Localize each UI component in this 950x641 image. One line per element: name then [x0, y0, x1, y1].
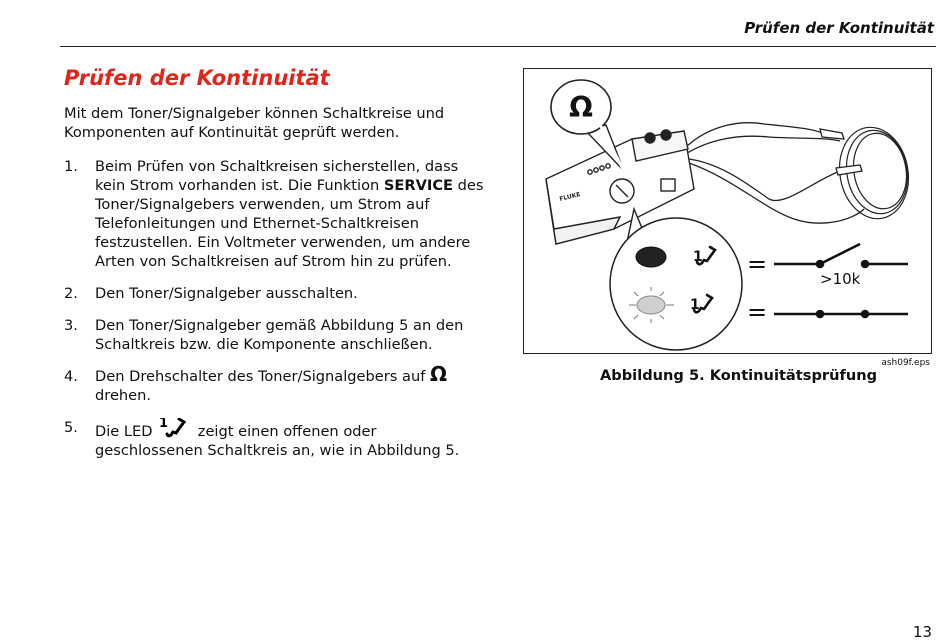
step-text: Den Toner/Signalgeber ausschalten.	[95, 285, 358, 302]
figure-filename: ash09f.eps	[881, 358, 930, 368]
step-text: zeigt einen offenen oder geschlossenen Schaltkreis an, wie in Abbildung 5.	[95, 423, 460, 459]
ohm-icon: Ω	[429, 362, 447, 386]
step-text: Den Drehschalter des Toner/Signalgebers auf	[95, 368, 430, 385]
step-number: 2.	[64, 285, 78, 302]
open-switch-symbol	[774, 244, 908, 267]
steps-list	[64, 157, 484, 473]
step-text: des Toner/Signalgebers verwenden, um Strom auf Telefonleitungen und Ethernet-Schaltkreisen festzustellen. Ein Voltmeter verwenden, um andere Arten von Schaltkreisen auf Strom hin zu prüfen.	[95, 177, 484, 270]
open-resistance-label: >10k	[820, 270, 861, 288]
step-text: Beim Prüfen von Schaltkreisen sicherstellen, dass kein Strom vorhanden ist. Die Funktion	[95, 158, 459, 194]
equals-sign: =	[747, 250, 768, 278]
section-title: Prüfen der Kontinuität	[64, 66, 330, 90]
led-callout	[610, 209, 742, 350]
step-5	[64, 418, 484, 460]
continuity-figure	[523, 68, 932, 354]
step-number: 3.	[64, 317, 78, 334]
ohm-icon: Ω	[569, 91, 593, 124]
figure-illustration	[524, 69, 930, 352]
step-text: Die LED	[95, 423, 158, 440]
closed-switch-symbol	[774, 311, 908, 317]
led-line-icon	[157, 418, 193, 438]
led-label: 1	[159, 418, 169, 431]
step-2	[64, 284, 484, 303]
step-4	[64, 362, 484, 405]
service-keyword: SERVICE	[383, 177, 454, 194]
step-number: 4.	[64, 368, 78, 385]
led-label: 1	[693, 249, 703, 265]
step-1	[64, 157, 484, 271]
step-number: 1.	[64, 158, 78, 175]
intro-paragraph: Mit dem Toner/Signalgeber können Schaltkreise und Komponenten auf Kontinuität geprüft werden.	[64, 105, 445, 141]
led-off-indicator	[636, 247, 666, 267]
brand-label: FLUKE	[558, 190, 582, 203]
step-text: Den Toner/Signalgeber gemäß Abbildung 5 an den Schaltkreis bzw. die Komponente anschließen.	[95, 317, 464, 353]
header-title: Prüfen der Kontinuität	[744, 19, 934, 37]
figure-caption: Abbildung 5. Kontinuitätsprüfung	[600, 367, 878, 384]
step-text: drehen.	[95, 387, 152, 404]
step-3	[64, 316, 484, 354]
page-number: 13	[912, 623, 932, 641]
led-label: 1	[690, 297, 700, 313]
equals-sign: =	[747, 298, 768, 326]
page-header	[60, 0, 936, 47]
step-number: 5.	[64, 419, 78, 436]
